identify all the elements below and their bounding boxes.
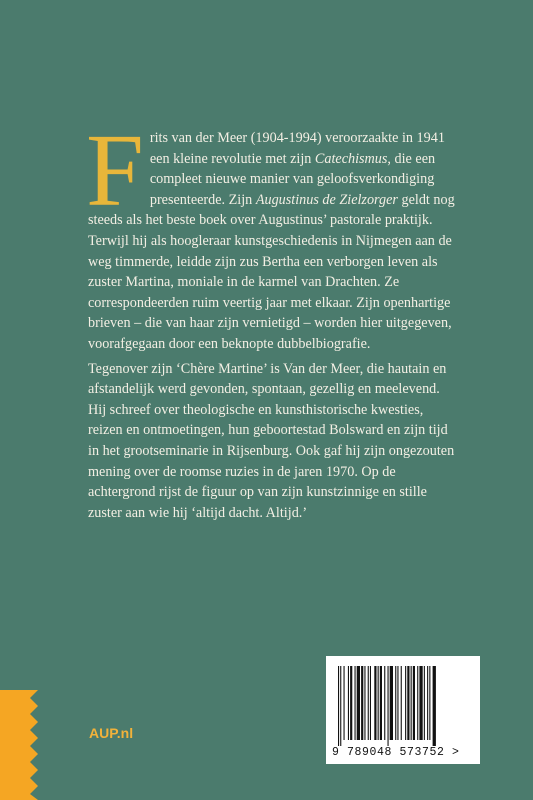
drop-cap: F [86,113,144,228]
barcode-bar [397,666,398,740]
barcode-bar [370,666,371,740]
barcode-bar [388,666,389,746]
barcode-bar [395,666,396,740]
barcode-bar [407,666,409,740]
barcode [326,656,480,764]
barcode-bar [348,666,349,740]
barcode-bar [374,666,376,740]
blurb-paragraph-1 [86,113,458,355]
barcode-bar [361,666,363,740]
barcode-bar [429,666,430,740]
barcode-bars [326,656,480,748]
barcode-bar [413,666,415,740]
spine-edge-decoration [0,690,38,800]
blurb-text [86,113,458,523]
zigzag-edge-icon [0,690,38,800]
barcode-bar [355,666,356,740]
title-catechismus: Catechismus [314,150,388,167]
barcode-bar [411,666,412,740]
title-augustinus: Augustinus de Zielzorger [255,191,398,208]
publisher-website: AUP.nl [89,725,134,741]
blurb-p1-part-a: rits van der Meer (1904-1994) veroorzaakte in 1941 een kleine revolutie met zijn [149,130,445,167]
barcode-bar [405,666,406,740]
barcode-bar [378,666,379,740]
barcode-bar [424,666,425,740]
barcode-bar [338,666,339,746]
barcode-bar [427,666,428,740]
barcode-bar [350,666,352,740]
barcode-bar [433,666,436,746]
barcode-bar [419,666,422,740]
barcode-bar [390,666,393,740]
isbn-number: 9 789048 573752 > [332,746,460,759]
barcode-bar [368,666,369,740]
barcode-bar [380,666,382,740]
barcode-bar [364,666,365,740]
barcode-bar [417,666,418,740]
blurb-p1-part-c: , die een compleet nieuwe manier van geloofsverkondiging presenteerde. Zijn [149,150,436,208]
barcode-bar [357,666,360,740]
blurb-paragraph-2: Tegenover zijn ‘Chère Martine’ is Van der Meer, die hautain en afstandelijk werd gevonden, spontaan, gezellig en meelevend. Hij schreef over theologische en kunsthistorische kwesties, reizen en ontmoetingen, hun geboortestad Bolsward en zijn tijd in het grootseminarie in Rijsenburg. Ook gaf hij zijn ongezouten mening over de roomse ruzies in de jaren 1970. Op de achtergrond rijst de figuur op van zijn kunstzinnige en stille zuster aan wie hij ‘altijd dacht. Altijd.’ [88,360,455,521]
barcode-bar [340,666,341,746]
barcode-bar [344,666,345,740]
blurb-p1-part-e: geldt nog steeds als het beste boek over Augustinus’ pastorale praktijk. Terwijl hij als hoogleraar kunstgeschiedenis in Nijmegen aan de weg timmerde, leidde zijn zus Bertha een verborgen leven als zuster Martina, moniale in de karmel van Drachten. Ze correspondeerden ruim veertig jaar met elkaar. Zijn openhartige brieven – die van haar zijn vernietigd – worden hier uitgegeven, voorafgegaan door een beknopte dubbelbiografie. [88,191,455,352]
barcode-bar [384,666,385,740]
barcode-bar [401,666,402,740]
